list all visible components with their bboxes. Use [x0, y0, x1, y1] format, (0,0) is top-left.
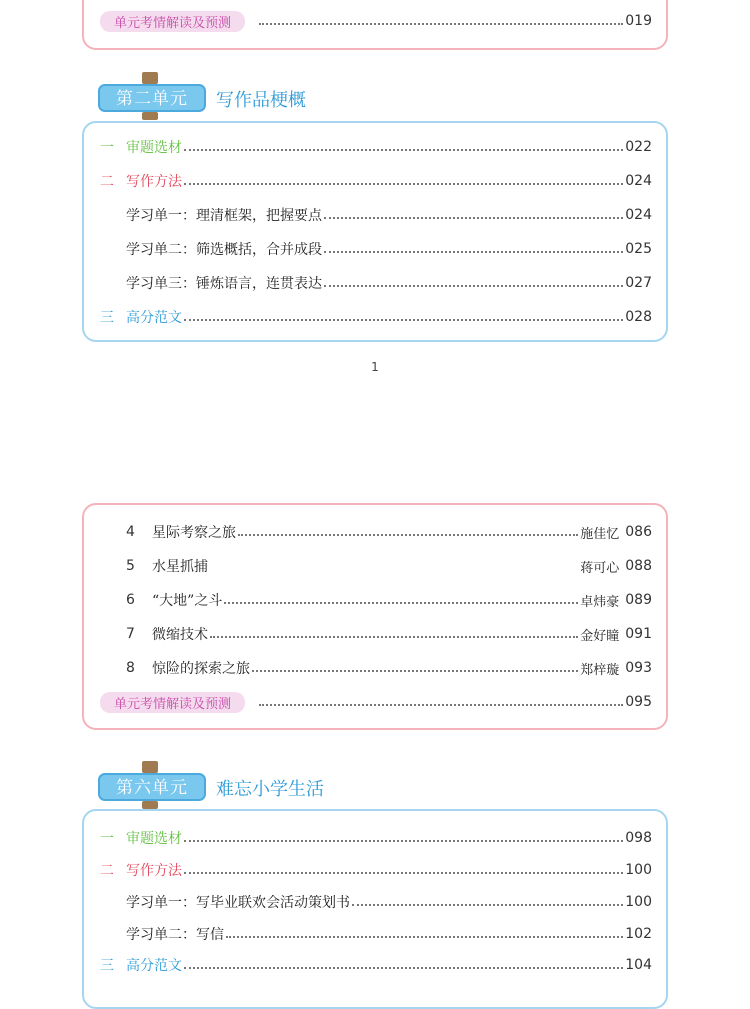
page-number: 093: [625, 660, 652, 676]
page-number: 025: [625, 241, 652, 257]
section-label: 审题选材: [126, 831, 182, 847]
section-label: 学习单二：写信: [126, 927, 224, 943]
section-number: 三: [100, 958, 114, 974]
dot-leader: [184, 183, 623, 185]
unit2-toc-box: [82, 121, 668, 342]
story-number: 7: [126, 626, 135, 642]
story-number: 4: [126, 524, 135, 540]
dot-leader: [324, 285, 623, 287]
story-row[interactable]: [84, 555, 666, 577]
story-row[interactable]: [84, 623, 666, 645]
page-number: 088: [625, 558, 652, 574]
section-label: 写作方法: [126, 863, 182, 879]
section-number: 一: [100, 831, 114, 847]
toc-row[interactable]: [84, 204, 666, 226]
unit1-toc-box: [82, 0, 668, 50]
toc-row[interactable]: [84, 170, 666, 192]
dot-leader: [184, 872, 623, 874]
section-label: 高分范文: [126, 310, 182, 326]
story-title: 微缩技术: [152, 627, 208, 643]
section-label: 学习单三：锤炼语言，连贯表达: [126, 276, 322, 292]
page-number: 104: [625, 957, 652, 973]
signpost-bottom: [142, 801, 158, 809]
signpost-top: [142, 761, 158, 773]
section-label: 学习单一：理清框架，把握要点: [126, 208, 322, 224]
dot-leader: [324, 251, 623, 253]
story-title: “大地”之斗: [152, 593, 223, 609]
page-number: 024: [625, 207, 652, 223]
story-number: 5: [126, 558, 135, 574]
toc-row[interactable]: [84, 954, 666, 976]
dot-leader: [210, 636, 578, 638]
page-number: 100: [625, 862, 652, 878]
page-number: 022: [625, 139, 652, 155]
dot-leader: [184, 149, 623, 151]
dot-leader: [352, 904, 623, 906]
section-label: 写作方法: [126, 174, 182, 190]
page-number: 091: [625, 626, 652, 642]
dot-leader: [259, 23, 623, 25]
unit6-tag: 第六单元: [98, 773, 206, 801]
toc-row-unit1-analysis[interactable]: [84, 10, 666, 32]
signpost-bottom: [142, 112, 158, 120]
section-number: 二: [100, 174, 114, 190]
page-number: 028: [625, 309, 652, 325]
dot-leader: [184, 319, 623, 321]
toc-row[interactable]: [84, 306, 666, 328]
story-title: 星际考察之旅: [152, 525, 236, 541]
page-number: 102: [625, 926, 652, 942]
story-row[interactable]: [84, 657, 666, 679]
toc-row[interactable]: [84, 136, 666, 158]
story-number: 6: [126, 592, 135, 608]
story-author: 卓炜豪: [580, 594, 620, 610]
section-number: 一: [100, 140, 114, 156]
toc-row[interactable]: [84, 859, 666, 881]
toc-row[interactable]: [84, 272, 666, 294]
page-number: 019: [625, 13, 652, 29]
signpost-top: [142, 72, 158, 84]
page-number: 098: [625, 830, 652, 846]
section-label: 审题选材: [126, 140, 182, 156]
dot-leader: [238, 534, 578, 536]
story-number: 8: [126, 660, 135, 676]
unit6-toc-box: [82, 809, 668, 1009]
story-author: 金好瞳: [580, 628, 620, 644]
story-author: 施佳忆: [580, 526, 620, 542]
page-number: 095: [625, 694, 652, 710]
toc-row[interactable]: [84, 891, 666, 913]
section-label: 高分范文: [126, 958, 182, 974]
dot-leader: [226, 936, 623, 938]
section-number: 二: [100, 863, 114, 879]
unit2-tag: 第二单元: [98, 84, 206, 112]
dot-leader: [324, 217, 623, 219]
section-label: 学习单一：写毕业联欢会活动策划书: [126, 895, 350, 911]
dot-leader: [184, 967, 623, 969]
story-title: 水星抓捕: [152, 559, 208, 575]
story-row[interactable]: [84, 589, 666, 611]
section-number: 三: [100, 310, 114, 326]
dot-leader: [259, 704, 623, 706]
page-number-footer: 1: [371, 360, 379, 374]
unit5-toc-box: [82, 503, 668, 730]
toc-row[interactable]: [84, 827, 666, 849]
page-number: 089: [625, 592, 652, 608]
dot-leader: [252, 670, 578, 672]
unit2-title: 写作品梗概: [216, 90, 306, 111]
page-number: 024: [625, 173, 652, 189]
story-row[interactable]: [84, 521, 666, 543]
section-label: 学习单二：筛选概括，合并成段: [126, 242, 322, 258]
toc-row[interactable]: [84, 238, 666, 260]
dot-leader: [184, 840, 623, 842]
dot-leader: [224, 602, 578, 604]
page-number: 086: [625, 524, 652, 540]
unit-analysis-pill: 单元考情解读及预测: [100, 692, 245, 713]
page-number: 100: [625, 894, 652, 910]
toc-row[interactable]: [84, 923, 666, 945]
story-author: 蒋可心: [580, 560, 620, 576]
story-author: 郑梓璇: [580, 662, 620, 678]
unit-analysis-pill: 单元考情解读及预测: [100, 11, 245, 32]
story-title: 惊险的探索之旅: [152, 661, 250, 677]
toc-row-unit5-analysis[interactable]: [84, 691, 666, 713]
unit6-title: 难忘小学生活: [216, 779, 324, 800]
page-number: 027: [625, 275, 652, 291]
